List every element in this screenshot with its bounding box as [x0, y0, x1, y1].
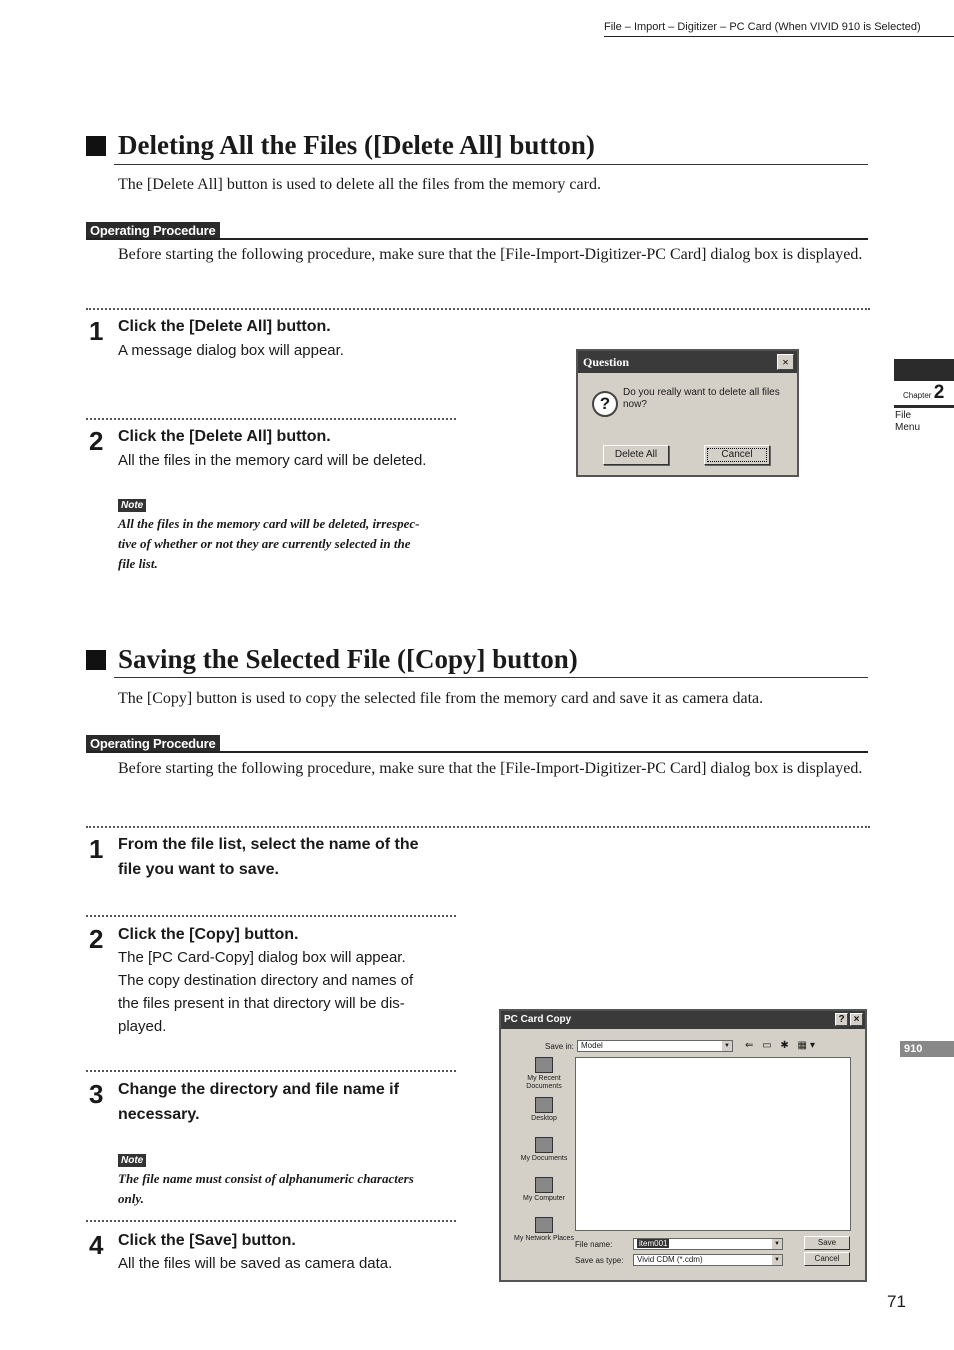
operating-procedure-label: Operating Procedure: [86, 735, 220, 752]
dialog-title: PC Card Copy: [504, 1014, 572, 1025]
step-description: All the files in the memory card will be deleted.: [118, 452, 427, 469]
chevron-down-icon: ▼: [772, 1255, 782, 1265]
file-name-label: File name:: [575, 1240, 613, 1249]
section-rule: [114, 677, 868, 678]
chapter-label: [903, 382, 944, 404]
procedure-prerequisite: Before starting the following procedure, make sure that the [File-Import-Digitizer-PC Card] dialog box is displayed.: [118, 760, 863, 777]
section-title-text: Saving the Selected File ([Copy] button): [118, 644, 578, 674]
chapter-menu-label: [895, 410, 920, 434]
note-line: file list.: [118, 556, 158, 571]
bullet-square-icon: [86, 136, 106, 156]
operating-procedure-rule: [86, 238, 868, 240]
place-label: My Computer: [522, 1195, 565, 1202]
folder-toolbar-icons[interactable]: ⇐ ▭ ✱ ▦▾: [745, 1040, 819, 1051]
section-intro: The [Delete All] button is used to delete all the files from the memory card.: [118, 176, 601, 193]
close-icon[interactable]: ×: [850, 1013, 863, 1026]
step-divider: [86, 1220, 456, 1222]
save-as-type-label: Save as type:: [575, 1256, 624, 1265]
note-text: [118, 1169, 458, 1209]
delete-all-button[interactable]: Delete All: [603, 445, 669, 465]
step-divider: [86, 915, 456, 917]
menu-line-1: File: [895, 410, 912, 421]
file-name-value: item001: [639, 1239, 668, 1248]
step-number: 2: [89, 426, 104, 456]
dialog-titlebar: [501, 1011, 865, 1029]
place-label: My Recent Documents: [526, 1075, 562, 1090]
step-title-line: file you want to save.: [118, 861, 279, 878]
step-title: [118, 1077, 399, 1127]
network-places-icon: [535, 1217, 553, 1233]
save-in-label: Save in:: [545, 1042, 574, 1051]
place-desktop[interactable]: [513, 1097, 575, 1123]
place-label: My Network Places: [514, 1235, 574, 1242]
step-description: A message dialog box will appear.: [118, 342, 344, 359]
bullet-square-icon: [86, 650, 106, 670]
section-intro: The [Copy] button is used to copy the selected file from the memory card and save it as camera data.: [118, 690, 764, 707]
note-text: [118, 514, 458, 574]
pc-card-copy-dialog: [499, 1009, 867, 1282]
step-title: Click the [Copy] button.: [118, 926, 299, 943]
place-my-documents[interactable]: [513, 1137, 575, 1163]
section-title-copy: [86, 644, 578, 675]
cancel-button[interactable]: Cancel: [704, 445, 770, 465]
dialog-message: Do you really want to delete all files now?: [623, 387, 780, 410]
note-line: All the files in the memory card will be deleted, irrespec-: [118, 516, 420, 531]
model-badge: 910: [900, 1041, 954, 1057]
chapter-number: 2: [933, 382, 945, 403]
chapter-prefix: Chapter: [903, 391, 932, 400]
chevron-down-icon: ▼: [772, 1239, 782, 1249]
note-badge: Note: [118, 1154, 146, 1167]
step-number: 4: [89, 1230, 104, 1260]
step-number: 2: [89, 924, 104, 954]
question-dialog: [576, 349, 799, 477]
my-documents-icon: [535, 1137, 553, 1153]
step-title-line: Change the directory and file name if: [118, 1081, 399, 1098]
note-line: only.: [118, 1191, 144, 1206]
file-name-input[interactable]: [633, 1238, 783, 1250]
step-desc-line: the files present in that directory will be dis-: [118, 995, 405, 1012]
step-description: All the files will be saved as camera data.: [118, 1255, 393, 1272]
recent-documents-icon: [535, 1057, 553, 1073]
place-label: Desktop: [531, 1115, 557, 1122]
help-icon[interactable]: ?: [835, 1013, 848, 1026]
step-divider: [86, 1070, 456, 1072]
step-divider: [86, 308, 870, 310]
step-divider: [86, 418, 456, 420]
chevron-down-icon: ▼: [722, 1041, 732, 1051]
step-title: Click the [Delete All] button.: [118, 318, 331, 335]
save-in-select[interactable]: [577, 1040, 733, 1052]
menu-line-2: Menu: [895, 422, 921, 433]
note-line: The file name must consist of alphanumeric characters: [118, 1171, 414, 1186]
save-in-value: Model: [581, 1041, 603, 1050]
step-desc-line: played.: [118, 1018, 167, 1035]
place-label: My Documents: [520, 1155, 568, 1162]
place-network[interactable]: [513, 1217, 575, 1243]
step-number: 1: [89, 834, 104, 864]
places-bar: [513, 1039, 575, 1269]
step-title-line: necessary.: [118, 1106, 200, 1123]
step-title-line: From the file list, select the name of the: [118, 836, 419, 853]
save-as-type-value: Vivid CDM (*.cdm): [637, 1255, 703, 1264]
step-number: 3: [89, 1079, 104, 1109]
operating-procedure-rule: [86, 751, 868, 753]
save-button[interactable]: Save: [804, 1236, 850, 1250]
note-line: tive of whether or not they are currently selected in the: [118, 536, 411, 551]
section-title-delete-all: [86, 130, 595, 161]
close-icon[interactable]: ×: [777, 354, 794, 370]
section-title-text: Deleting All the Files ([Delete All] button): [118, 130, 595, 160]
procedure-prerequisite: Before starting the following procedure, make sure that the [File-Import-Digitizer-PC Card] dialog box is displayed.: [118, 246, 863, 263]
step-title: Click the [Save] button.: [118, 1232, 296, 1249]
page-header-breadcrumb: File – Import – Digitizer – PC Card (When VIVID 910 is Selected): [604, 21, 921, 33]
file-list[interactable]: [575, 1057, 851, 1231]
save-as-type-select[interactable]: [633, 1254, 783, 1266]
step-desc-line: The copy destination directory and names of: [118, 972, 414, 989]
note-badge: Note: [118, 499, 146, 512]
chapter-rule: [894, 405, 954, 408]
desktop-icon: [535, 1097, 553, 1113]
step-title: Click the [Delete All] button.: [118, 428, 331, 445]
question-icon: ?: [592, 391, 618, 417]
place-recent-documents[interactable]: [513, 1057, 575, 1091]
my-computer-icon: [535, 1177, 553, 1193]
dialog-titlebar: [578, 351, 797, 373]
section-rule: [114, 164, 868, 165]
step-divider: [86, 826, 870, 828]
step-description: [118, 946, 413, 1038]
step-title: [118, 832, 419, 882]
page-number: 71: [887, 1292, 906, 1311]
place-my-computer[interactable]: [513, 1177, 575, 1203]
cancel-button[interactable]: Cancel: [804, 1252, 850, 1266]
header-rule: [604, 36, 954, 37]
chapter-tab-block: [894, 359, 954, 381]
operating-procedure-label: Operating Procedure: [86, 222, 220, 239]
step-desc-line: The [PC Card-Copy] dialog box will appear.: [118, 949, 406, 966]
step-number: 1: [89, 316, 104, 346]
dialog-title: Question: [583, 355, 630, 369]
